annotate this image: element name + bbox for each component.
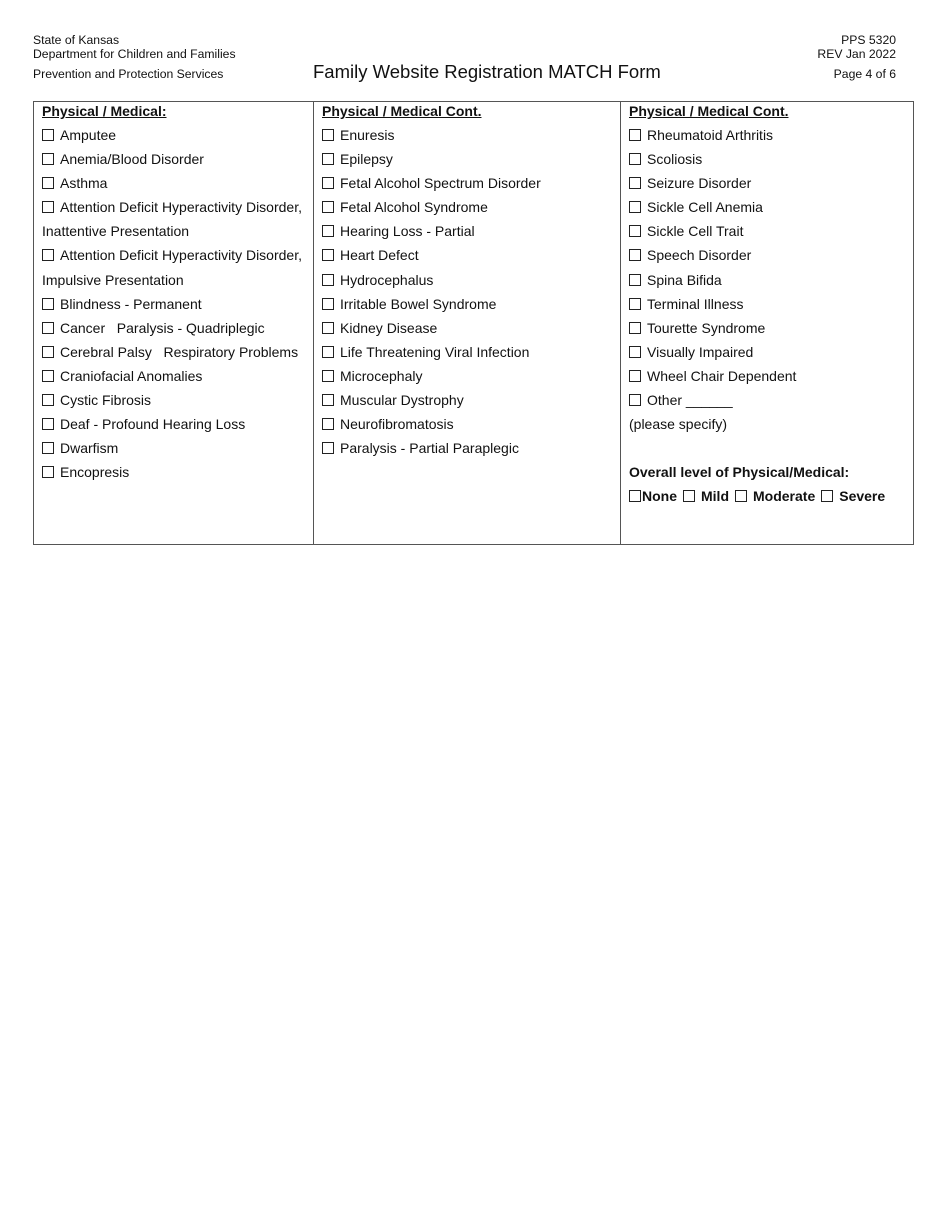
checkbox[interactable] — [629, 322, 641, 334]
checkbox[interactable] — [322, 153, 334, 165]
checkbox-item-tourette[interactable] — [629, 320, 913, 344]
item-label: Neurofibromatosis — [340, 416, 454, 433]
checkbox[interactable] — [42, 129, 54, 141]
checkbox[interactable] — [629, 177, 641, 189]
checkbox[interactable] — [629, 201, 641, 213]
checkbox-item-ibs[interactable] — [322, 296, 620, 320]
item-label: Muscular Dystrophy — [340, 392, 464, 409]
checkbox[interactable] — [322, 225, 334, 237]
checkbox-item-encopresis[interactable] — [42, 464, 313, 488]
item-label: Amputee — [60, 127, 117, 143]
checkbox-item-amputee[interactable] — [42, 127, 313, 151]
checkbox-item-other[interactable] — [629, 392, 913, 416]
checkbox-item-adhd-inattentive[interactable] — [42, 199, 313, 223]
checkbox[interactable] — [629, 490, 641, 502]
checkbox-item-viral-infection[interactable] — [322, 344, 620, 368]
checkbox[interactable] — [629, 370, 641, 382]
item-label: Sickle Cell Trait — [647, 223, 744, 240]
checkbox[interactable] — [42, 177, 54, 189]
checkbox-item-visually-impaired[interactable] — [629, 344, 913, 368]
item-label: Anemia/Blood Disorder — [60, 151, 204, 168]
checkbox[interactable] — [629, 129, 641, 141]
physical-medical-table — [33, 101, 914, 545]
checkbox-item-sickle-cell-trait[interactable] — [629, 223, 913, 247]
item-label: Enuresis — [340, 127, 395, 143]
form-meta — [817, 33, 896, 81]
item-label: Terminal Illness — [647, 295, 744, 312]
item-label: Visually Impaired — [647, 343, 754, 360]
item-continuation — [42, 272, 313, 296]
option-label: Severe — [839, 488, 886, 505]
please-specify-note — [629, 416, 913, 440]
agency-division: Prevention and Protection Services — [33, 67, 224, 81]
item-label: Kidney Disease — [340, 319, 438, 336]
option-label: Mild — [701, 488, 729, 505]
agency-state: State of Kansas — [33, 33, 120, 47]
checkbox-item-enuresis[interactable] — [322, 127, 620, 151]
checkbox[interactable] — [629, 394, 641, 406]
item-label: Hydrocephalus — [340, 271, 434, 288]
checkbox-item-craniofacial[interactable] — [42, 368, 313, 392]
spacer — [629, 440, 913, 464]
checkbox[interactable] — [42, 370, 54, 382]
item-label: Encopresis — [60, 464, 130, 481]
level-option-moderate[interactable] — [735, 488, 815, 505]
item-label: Impulsive Presentation — [42, 271, 184, 288]
checkbox[interactable] — [322, 394, 334, 406]
checkbox[interactable] — [42, 322, 54, 334]
checkbox[interactable] — [683, 490, 695, 502]
checkbox[interactable] — [42, 201, 54, 213]
checkbox-item-asthma[interactable] — [42, 175, 313, 199]
checkbox-item-neurofibromatosis[interactable] — [322, 416, 620, 440]
checkbox[interactable] — [322, 442, 334, 454]
option-label: Moderate — [753, 488, 816, 505]
item-label: Paralysis - Partial Paraplegic — [340, 440, 519, 457]
column-heading: Physical / Medical Cont. — [629, 103, 789, 119]
item-label: Heart Defect — [340, 247, 419, 264]
column-2 — [314, 102, 621, 544]
item-label: Fetal Alcohol Syndrome — [340, 199, 488, 216]
level-option-severe[interactable] — [821, 488, 885, 505]
item-label: Epilepsy — [340, 151, 393, 168]
item-label: Inattentive Presentation — [42, 223, 190, 240]
checkbox-item-adhd-impulsive[interactable] — [42, 247, 313, 271]
checkbox-item-sickle-cell-anemia[interactable] — [629, 199, 913, 223]
item-label: Cerebral Palsy Respiratory Problems — [60, 343, 299, 360]
item-label: Deaf - Profound Hearing Loss — [60, 416, 246, 433]
checkbox-item-hearing-loss[interactable] — [322, 223, 620, 247]
checkbox-item-blindness[interactable] — [42, 296, 313, 320]
checkbox-item-heart-defect[interactable] — [322, 247, 620, 271]
column-heading: Physical / Medical Cont. — [322, 103, 482, 119]
checkbox[interactable] — [629, 346, 641, 358]
item-label: (please specify) — [629, 416, 728, 433]
item-label: Cystic Fibrosis — [60, 392, 152, 409]
item-label: Life Threatening Viral Infection — [340, 343, 530, 360]
checkbox[interactable] — [42, 442, 54, 454]
option-label: None — [642, 488, 677, 505]
checkbox-item-cancer[interactable] — [42, 320, 313, 344]
checkbox-item-microcephaly[interactable] — [322, 368, 620, 392]
checkbox-item-paralysis-partial[interactable] — [322, 440, 620, 464]
level-option-none[interactable] — [629, 488, 677, 505]
page-number: Page 4 of 6 — [833, 67, 896, 81]
checkbox[interactable] — [629, 274, 641, 286]
form-title: Family Website Registration MATCH Form — [313, 61, 661, 82]
checkbox[interactable] — [42, 153, 54, 165]
column-heading: Physical / Medical: — [42, 103, 167, 119]
checkbox[interactable] — [42, 249, 54, 261]
checkbox[interactable] — [322, 274, 334, 286]
checkbox[interactable] — [821, 490, 833, 502]
checkbox-item-hydrocephalus[interactable] — [322, 272, 620, 296]
checkbox-item-kidney-disease[interactable] — [322, 320, 620, 344]
item-label: Hearing Loss - Partial — [340, 223, 475, 240]
checkbox-item-anemia[interactable] — [42, 151, 313, 175]
checkbox[interactable] — [322, 322, 334, 334]
item-continuation — [42, 223, 313, 247]
checkbox-item-fasd[interactable] — [322, 175, 620, 199]
checkbox-item-spina-bifida[interactable] — [629, 272, 913, 296]
column-3 — [621, 102, 913, 544]
checkbox[interactable] — [322, 129, 334, 141]
checkbox-item-cerebral-palsy[interactable] — [42, 344, 313, 368]
item-label: Rheumatoid Arthritis — [647, 127, 774, 143]
item-label: Asthma — [60, 175, 108, 192]
item-label: Spina Bifida — [647, 271, 722, 288]
checkbox-item-dwarfism[interactable] — [42, 440, 313, 464]
agency-department: Department for Children and Families — [33, 47, 236, 61]
checkbox[interactable] — [42, 394, 54, 406]
checkbox[interactable] — [322, 201, 334, 213]
checkbox-item-rheumatoid-arthritis[interactable] — [629, 127, 913, 151]
checkbox[interactable] — [322, 346, 334, 358]
checkbox[interactable] — [629, 153, 641, 165]
checkbox-item-seizure-disorder[interactable] — [629, 175, 913, 199]
item-label: Attention Deficit Hyperactivity Disorder, — [60, 199, 302, 216]
item-label: Dwarfism — [60, 440, 119, 457]
checkbox-item-muscular-dystrophy[interactable] — [322, 392, 620, 416]
item-label: Seizure Disorder — [647, 175, 752, 192]
item-label: Microcephaly — [340, 367, 423, 384]
checkbox[interactable] — [42, 466, 54, 478]
checkbox-item-deaf[interactable] — [42, 416, 313, 440]
item-label: Irritable Bowel Syndrome — [340, 295, 497, 312]
checkbox[interactable] — [322, 298, 334, 310]
level-option-mild[interactable] — [683, 488, 729, 505]
checkbox[interactable] — [629, 298, 641, 310]
item-label: Wheel Chair Dependent — [647, 367, 797, 384]
checkbox[interactable] — [322, 249, 334, 261]
checkbox-item-terminal-illness[interactable] — [629, 296, 913, 320]
overall-level-label: Overall level of Physical/Medical: — [629, 464, 850, 481]
item-label: Cancer Paralysis - Quadriplegic — [60, 319, 265, 336]
item-label: Other ______ — [647, 392, 733, 409]
item-label: Craniofacial Anomalies — [60, 367, 203, 384]
form-number: PPS 5320 — [841, 33, 896, 47]
item-label: Scoliosis — [647, 151, 703, 168]
checkbox-item-cystic-fibrosis[interactable] — [42, 392, 313, 416]
item-label: Fetal Alcohol Spectrum Disorder — [340, 175, 541, 192]
checkbox[interactable] — [629, 225, 641, 237]
overall-level-options — [629, 488, 913, 505]
checkbox[interactable] — [42, 418, 54, 430]
checkbox[interactable] — [42, 346, 54, 358]
agency-header — [33, 33, 236, 81]
item-label: Sickle Cell Anemia — [647, 199, 763, 216]
checkbox[interactable] — [42, 298, 54, 310]
form-revision: REV Jan 2022 — [817, 47, 896, 61]
item-label: Attention Deficit Hyperactivity Disorder, — [60, 247, 302, 264]
checkbox-item-wheel-chair[interactable] — [629, 368, 913, 392]
checkbox[interactable] — [322, 177, 334, 189]
checkbox-item-scoliosis[interactable] — [629, 151, 913, 175]
item-label: Blindness - Permanent — [60, 295, 202, 312]
checkbox[interactable] — [629, 249, 641, 261]
checkbox[interactable] — [322, 418, 334, 430]
checkbox[interactable] — [735, 490, 747, 502]
item-label: Tourette Syndrome — [647, 319, 766, 336]
item-label: Speech Disorder — [647, 247, 752, 264]
checkbox-item-speech-disorder[interactable] — [629, 247, 913, 271]
checkbox[interactable] — [322, 370, 334, 382]
column-1 — [34, 102, 314, 544]
checkbox-item-epilepsy[interactable] — [322, 151, 620, 175]
checkbox-item-fas[interactable] — [322, 199, 620, 223]
